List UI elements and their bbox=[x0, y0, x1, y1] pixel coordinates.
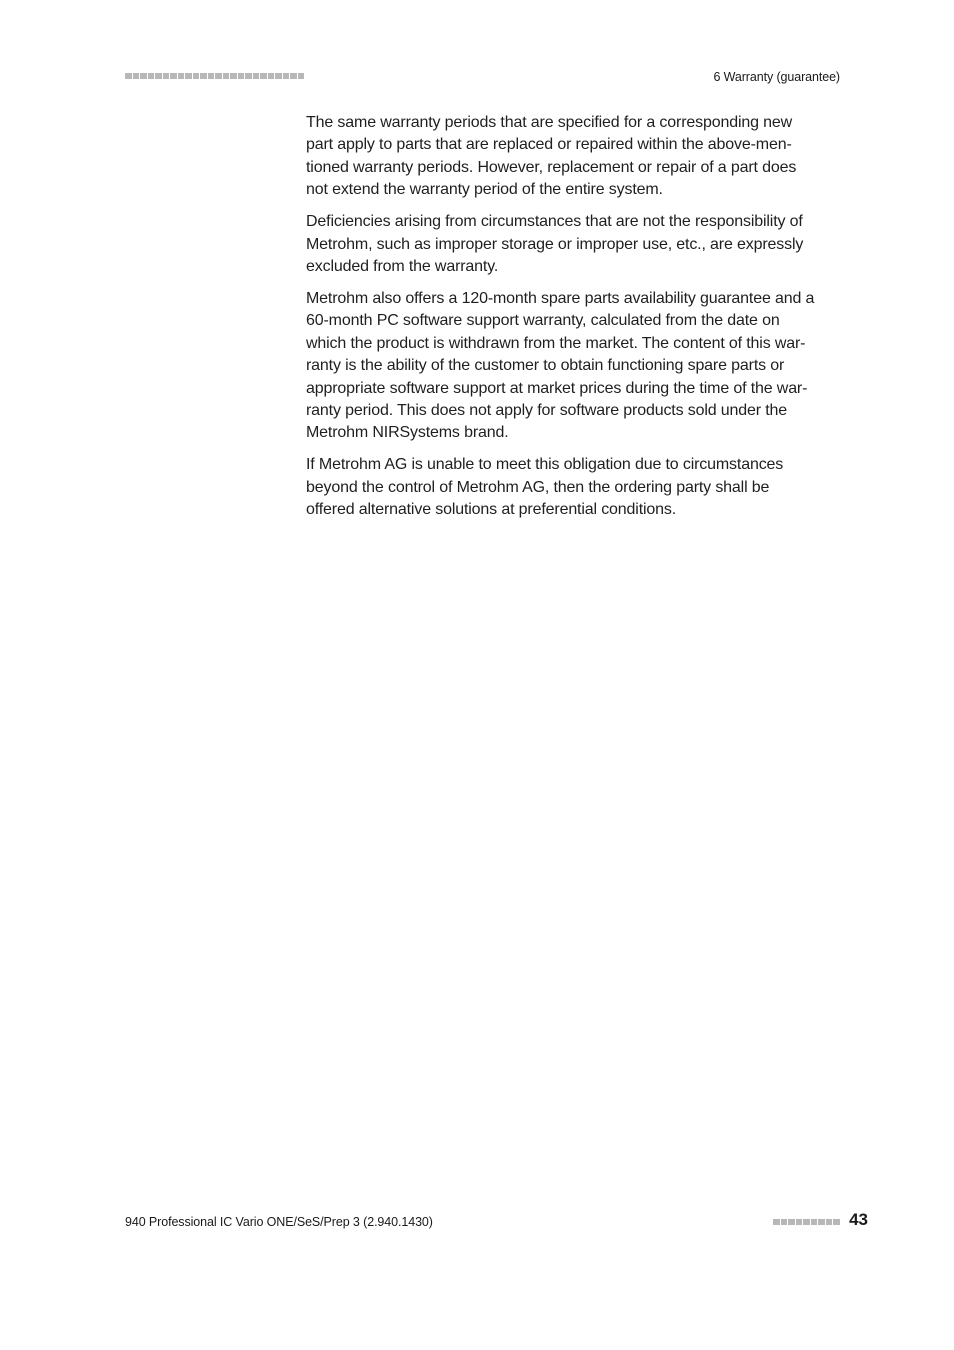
header-section-title: 6 Warranty (guarantee) bbox=[713, 70, 840, 84]
paragraph-deficiencies: Deficiencies arising from circumstances that are not the responsibility of Metrohm, such as improper storage or improper use, etc., are expressly excluded from the warranty. bbox=[306, 213, 804, 276]
footer-product-name: 940 Professional IC Vario ONE/SeS/Prep 3 (2.940.1430) bbox=[125, 1215, 433, 1229]
footer-decoration-dots bbox=[773, 1219, 840, 1225]
paragraph-warranty-periods: The same warranty periods that are specified for a corresponding new part apply to parts that are replaced or repaired within the above-men- tioned warranty periods. However, replacement or repair of a part does not extend the warranty period of the entire system. bbox=[306, 114, 797, 199]
paragraph-spare-parts-guarantee: Metrohm also offers a 120-month spare parts availability guarantee and a 60-month PC software support warranty, calculated from the date on which the product is withdrawn from the market. The content of this war- ranty is the ability of the customer to obtain functioning spare parts or appropriate software support at market prices during the time of the war- ranty period. This does not apply for software products sold under the Metrohm NIRSystems brand. bbox=[306, 290, 815, 442]
body-text bbox=[306, 112, 846, 531]
paragraph-alternative-solutions: If Metrohm AG is unable to meet this obligation due to circumstances beyond the control of Metrohm AG, then the ordering party shall be offered alternative solutions at preferential conditions. bbox=[306, 456, 784, 519]
page-number: 43 bbox=[849, 1210, 868, 1229]
header-decoration-dots bbox=[125, 73, 304, 79]
